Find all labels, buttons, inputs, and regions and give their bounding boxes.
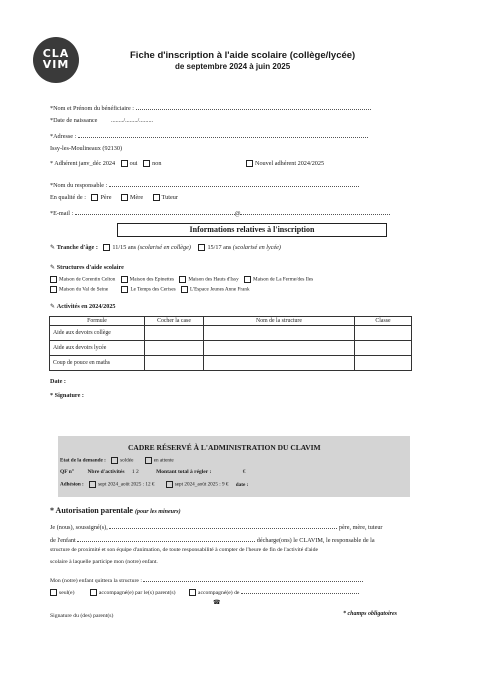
child-name-line[interactable] — [77, 535, 255, 542]
address-label: *Adresse : — [50, 133, 77, 140]
email-field[interactable] — [50, 208, 390, 217]
leave-alone-label: seul(e) — [59, 590, 75, 596]
classe-cell[interactable] — [355, 341, 412, 356]
formule-cell: Aide aux devoirs collège — [50, 326, 145, 341]
age-row: ✎ Tranche d'âge : 11/15 ans (scolarisé en collège) 15/17 ans (scolarisé en lycée) — [50, 244, 281, 251]
admin-status-row — [60, 457, 174, 464]
member-label: * Adhérent janv_déc 2024 — [50, 160, 116, 167]
activities-label: Activités en 2024/2025 — [56, 303, 116, 310]
count-values[interactable]: 1 2 — [131, 469, 139, 475]
signature-label[interactable]: * Signature : — [50, 392, 84, 399]
mere-checkbox[interactable] — [121, 194, 128, 201]
age-15-17-note: (scolarisé en lycée) — [232, 244, 281, 251]
admin-title: CADRE RÉSERVÉ À L'ADMINISTRATION DU CLAVIM — [128, 443, 321, 452]
name-field[interactable] — [50, 103, 371, 112]
leave-other-label: accompagné(e) de — [197, 590, 240, 596]
email-label: *E-mail : — [50, 210, 74, 217]
membership-9-checkbox[interactable] — [166, 481, 173, 488]
qf-label: QF n° — [60, 469, 75, 475]
logo-text-line1: CLA — [42, 47, 70, 60]
date-label[interactable]: Date : — [50, 378, 66, 385]
checkbox-cell[interactable] — [145, 326, 204, 341]
structure-cell[interactable] — [204, 341, 355, 356]
parental-line2-end: décharge(ons) le CLAVIM, le responsable de la — [256, 537, 375, 544]
parental-heading — [50, 506, 181, 515]
birth-label: *Date de naissance — [50, 117, 98, 124]
tuteur-label: Tuteur — [161, 194, 178, 201]
mere-label: Mère — [130, 194, 144, 201]
member-yes-checkbox[interactable] — [121, 160, 128, 167]
structure-checkbox[interactable] — [50, 276, 57, 283]
pencil-icon: ✎ — [50, 264, 56, 271]
admin-qf-row — [60, 469, 245, 475]
quality-label: En qualité de : — [50, 194, 86, 201]
status-attente-checkbox[interactable] — [145, 457, 152, 464]
admin-date-label: date : — [235, 481, 249, 488]
formule-cell: Aide aux devoirs lycée — [50, 341, 145, 356]
status-attente-label: en attente — [153, 457, 174, 464]
structure-checkbox[interactable] — [181, 286, 188, 293]
new-member-label: Nouvel adhérent 2024/2025 — [255, 160, 325, 167]
parent-name-line[interactable] — [109, 522, 337, 529]
structure-option: Maison du Val de Seine — [59, 286, 109, 293]
membership-9-label: sept 2024_août 2025 : 9 € — [174, 481, 229, 488]
responsible-label: *Nom du responsable : — [50, 182, 108, 189]
structure-checkbox[interactable] — [50, 286, 57, 293]
structure-option: Maison de La Ferme/des Iles — [252, 276, 314, 283]
leave-label: Mon (notre) enfant quittera la structure : — [50, 578, 142, 584]
parental-line3: structure de proximité et son équipe d'animation, de toute responsabilité à compter de l'heure de fin de l'activité d'aide — [50, 547, 319, 553]
leave-parents-checkbox[interactable] — [90, 589, 97, 596]
structure-checkbox[interactable] — [121, 276, 128, 283]
birthdate-field[interactable] — [50, 117, 153, 124]
membership-12-checkbox[interactable] — [89, 481, 96, 488]
address-field[interactable] — [50, 131, 368, 140]
responsible-field[interactable] — [50, 180, 359, 189]
table-row — [50, 356, 412, 371]
structure-option: Maison de Corentin Celton — [59, 276, 116, 283]
pencil-icon: ✎ — [50, 303, 56, 310]
parental-line2-start: de l'enfant — [50, 537, 76, 544]
classe-cell[interactable] — [355, 326, 412, 341]
new-member-option[interactable] — [246, 160, 324, 167]
pere-checkbox[interactable] — [91, 194, 98, 201]
checkbox-cell[interactable] — [145, 356, 204, 371]
parental-line1-start: Je (nous), soussigné(s), — [50, 524, 108, 531]
formule-cell: Coup de pouce en maths — [50, 356, 145, 371]
member-no-label: non — [152, 160, 162, 167]
structure-checkbox[interactable] — [121, 286, 128, 293]
leave-alone-checkbox[interactable] — [50, 589, 57, 596]
pere-label: Père — [100, 194, 112, 201]
structure-option: Maison des Hauts d'Issy — [188, 276, 239, 283]
quality-row — [50, 194, 178, 201]
age-15-17-checkbox[interactable] — [198, 244, 205, 251]
leave-other-checkbox[interactable] — [189, 589, 196, 596]
age-11-15-checkbox[interactable] — [103, 244, 110, 251]
leave-options — [50, 587, 359, 596]
clavim-logo — [33, 37, 79, 83]
leave-line[interactable] — [143, 575, 363, 582]
total-label: Montant total à régler : — [156, 469, 212, 475]
mandatory-note: * champs obligatoires — [343, 611, 398, 617]
col-formule: Formule — [50, 317, 145, 326]
col-classe: Classe — [355, 317, 412, 326]
status-label: Etat de la demande : — [60, 457, 106, 464]
age-11-15-note: (scolarisé en collège) — [137, 244, 191, 251]
parental-line1 — [50, 522, 382, 531]
checkbox-cell[interactable] — [145, 341, 204, 356]
structure-checkbox[interactable] — [179, 276, 186, 283]
registration-section-title: Informations relatives à l'inscription — [117, 223, 387, 237]
col-cocher: Cocher la case — [145, 317, 204, 326]
leave-parents-label: accompagné(e) par le(s) parent(s) — [98, 590, 176, 596]
col-structure: Nom de la structure — [204, 317, 355, 326]
leave-other-line[interactable] — [241, 587, 359, 594]
parent-signature-label[interactable]: Signature du (des) parent(s) — [50, 613, 114, 619]
structures-row2 — [50, 286, 250, 293]
parental-title: * Autorisation parentale — [50, 506, 133, 515]
table-header-row — [50, 317, 412, 326]
structure-option: Maison des Epinettes — [129, 276, 175, 283]
age-11-15-label: 11/15 ans — [112, 244, 137, 251]
birth-placeholder[interactable]: ......../......../......... — [110, 117, 154, 124]
count-label: Nbre d'activités — [87, 469, 125, 475]
status-soldee-checkbox[interactable] — [111, 457, 118, 464]
currency-symbol: € — [242, 469, 246, 475]
email-domain-line[interactable] — [240, 208, 390, 215]
city-text: Issy-les-Moulineaux (92130) — [50, 145, 123, 152]
member-yes-label: oui — [129, 160, 138, 167]
tuteur-checkbox[interactable] — [153, 194, 160, 201]
age-label: Tranche d'âge — [56, 244, 95, 251]
pencil-icon: ✎ — [50, 244, 56, 251]
parental-line2 — [50, 535, 375, 544]
parental-line1-end: père, mère, tuteur — [338, 524, 383, 531]
activities-heading — [50, 303, 116, 310]
structure-cell[interactable] — [204, 356, 355, 371]
structure-cell[interactable] — [204, 326, 355, 341]
structure-option: L'Espace Jeunes Anne Frank — [190, 286, 250, 293]
structure-checkbox[interactable] — [244, 276, 251, 283]
activities-table — [49, 316, 412, 371]
email-user-line[interactable] — [75, 208, 235, 215]
responsible-line[interactable] — [109, 180, 359, 187]
classe-cell[interactable] — [355, 356, 412, 371]
address-line[interactable] — [78, 131, 368, 138]
name-line[interactable] — [136, 103, 371, 110]
email-at: @ — [234, 210, 241, 217]
new-member-checkbox[interactable] — [246, 160, 253, 167]
membership-label: Adhésion : — [60, 481, 84, 488]
age-15-17-label: 15/17 ans — [207, 244, 232, 251]
table-row — [50, 341, 412, 356]
membership-12-label: sept 2024_août 2025 : 12 € — [98, 481, 155, 488]
structures-row1 — [50, 276, 313, 283]
page-subtitle: de septembre 2024 à juin 2025 — [175, 62, 291, 71]
logo-text-line2: VIM — [42, 58, 70, 71]
admin-membership-row — [60, 481, 248, 488]
structures-label: Structures d'aide scolaire — [56, 264, 124, 271]
structure-option: Le Temps des Cerises — [130, 286, 176, 293]
structures-heading — [50, 264, 124, 271]
member-no-checkbox[interactable] — [143, 160, 150, 167]
leave-row — [50, 575, 363, 584]
status-soldee-label: soldée — [120, 457, 134, 464]
phone-icon: ☎ — [213, 600, 221, 606]
name-label: *Nom et Prénom du bénéficiaire : — [50, 105, 135, 112]
parental-line4: scolaire à laquelle participe mon (notre) enfant. — [50, 559, 158, 565]
member-row — [50, 160, 161, 167]
page-title: Fiche d'inscription à l'aide scolaire (collège/lycée) — [130, 50, 356, 61]
table-row — [50, 326, 412, 341]
parental-note: (pour les mineurs) — [134, 509, 181, 515]
